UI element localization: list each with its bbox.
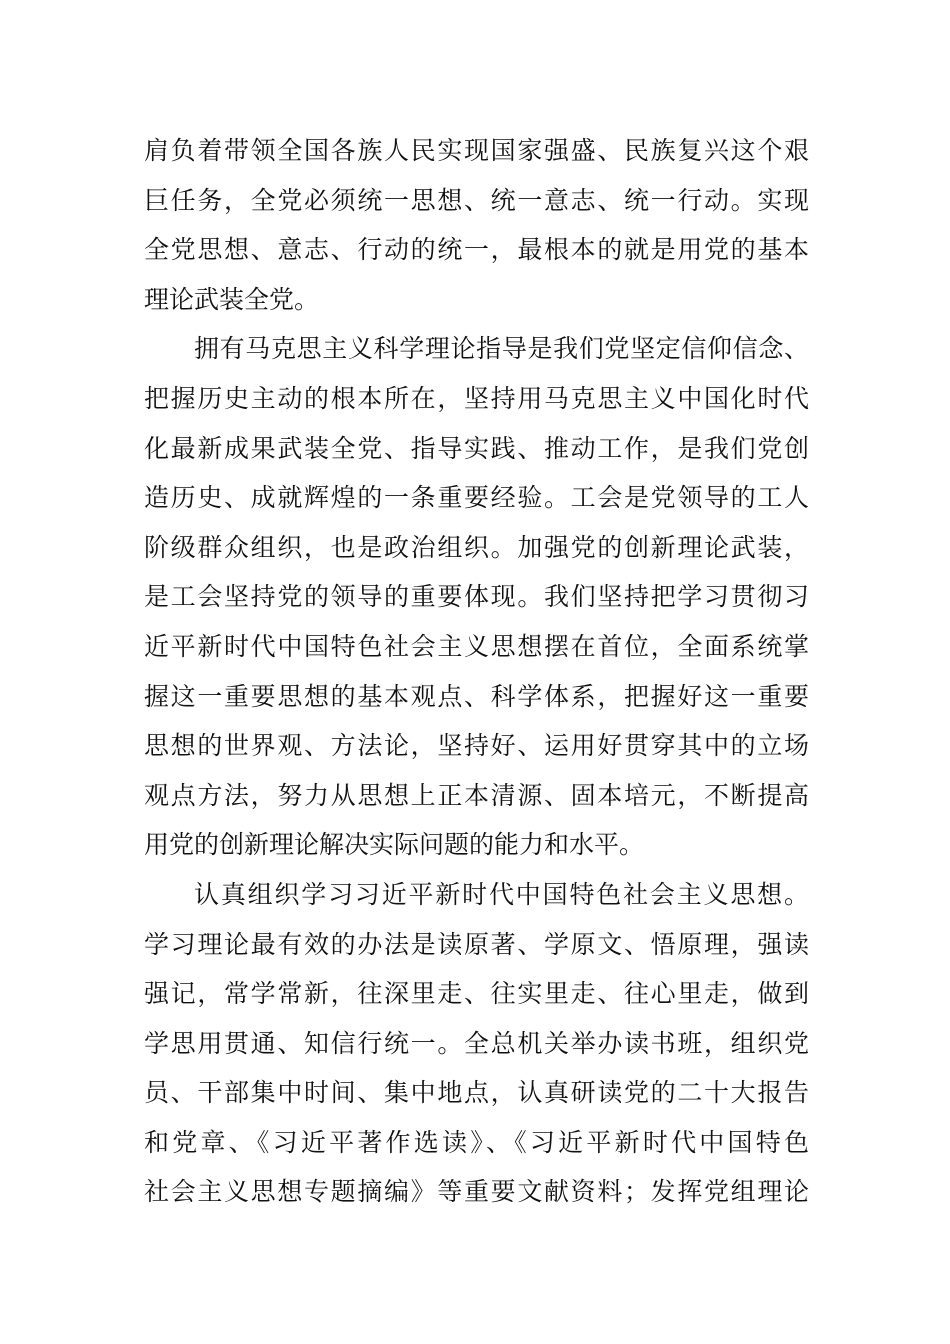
text-line: 造历史、成就辉煌的一条重要经验。工会是党领导的工人 [144, 483, 809, 513]
text-line: 强记，常学常新，往深里走、往实里走、往心里走，做到 [144, 979, 809, 1009]
text-line: 是工会坚持党的领导的重要体现。我们坚持把学习贯彻习 [144, 582, 809, 612]
text-line: 近平新时代中国特色社会主义思想摆在首位，全面系统掌 [144, 631, 809, 661]
text-line: 阶级群众组织，也是政治组织。加强党的创新理论武装， [144, 532, 809, 562]
text-line: 巨任务，全党必须统一思想、统一意志、统一行动。实现 [144, 185, 809, 215]
text-line: 观点方法，努力从思想上正本清源、固本培元，不断提高 [144, 780, 809, 810]
text-line: 化最新成果武装全党、指导实践、推动工作，是我们党创 [144, 433, 809, 463]
text-line: 思想的世界观、方法论，坚持好、运用好贯穿其中的立场 [144, 731, 809, 761]
body-text [144, 126, 809, 1217]
text-line: 认真组织学习习近平新时代中国特色社会主义思想。 [194, 879, 809, 909]
text-line: 理论武装全党。 [144, 284, 320, 314]
text-line: 全党思想、意志、行动的统一，最根本的就是用党的基本 [144, 235, 809, 265]
text-line: 学习理论最有效的办法是读原著、学原文、悟原理，强读 [144, 929, 809, 959]
text-line: 用党的创新理论解决实际问题的能力和水平。 [144, 830, 645, 860]
text-line: 学思用贯通、知信行统一。全总机关举办读书班，组织党 [144, 1028, 809, 1058]
text-line: 员、干部集中时间、集中地点，认真研读党的二十大报告 [144, 1078, 809, 1108]
text-line: 拥有马克思主义科学理论指导是我们党坚定信仰信念、 [194, 334, 809, 364]
text-line: 社会主义思想专题摘编》等重要文献资料；发挥党组理论 [144, 1177, 809, 1207]
text-line: 握这一重要思想的基本观点、科学体系，把握好这一重要 [144, 681, 809, 711]
text-line: 肩负着带领全国各族人民实现国家强盛、民族复兴这个艰 [144, 136, 809, 165]
text-line: 把握历史主动的根本所在，坚持用马克思主义中国化时代 [144, 383, 809, 413]
text-line: 和党章、《习近平著作选读》、《习近平新时代中国特色 [144, 1127, 809, 1157]
